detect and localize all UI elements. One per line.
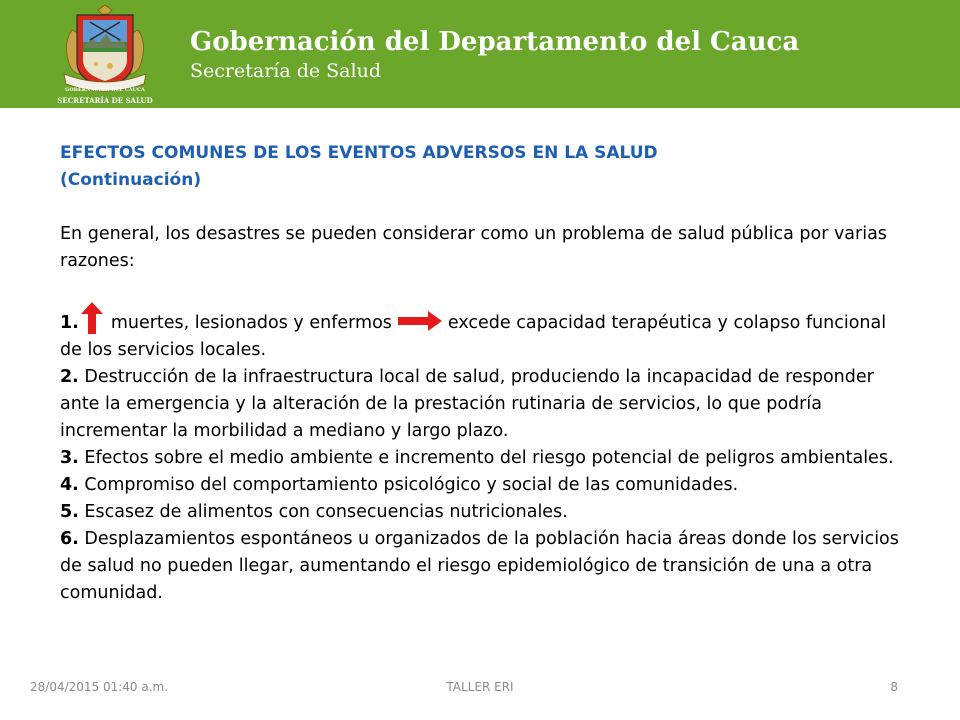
- arrow-right-icon: [398, 311, 442, 331]
- logo-caption-small: GOBERNACIÓN DEL CAUCA: [65, 87, 145, 93]
- list-item-number: 2.: [60, 367, 79, 387]
- list-item-text: Compromiso del comportamiento psicológico y social de las comunidades.: [84, 475, 739, 495]
- footer-title: TALLER ERI: [446, 680, 514, 694]
- points-list: [60, 302, 900, 607]
- list-item-number: 5.: [60, 502, 79, 522]
- list-item: [60, 445, 900, 472]
- list-item-number: 1.: [60, 313, 79, 333]
- list-item: [60, 302, 900, 364]
- list-item-text: excede capacidad terapéutica y colapso funcional de los servicios locales.: [60, 313, 887, 360]
- list-item-text: Destrucción de la infraestructura local de salud, produciendo la incapacidad de responder ante la emergencia y la alteración de la prestación rutinaria de servicios, lo que podría incrementar la morbilidad a mediano y largo plazo.: [60, 367, 874, 441]
- header-bar: [0, 0, 960, 108]
- list-item: [60, 364, 900, 445]
- list-item-number: 3.: [60, 448, 79, 468]
- footer-date: 28/04/2015 01:40 a.m.: [30, 680, 169, 694]
- list-item: [60, 472, 900, 499]
- list-item-text: Efectos sobre el medio ambiente e incremento del riesgo potencial de peligros ambientales.: [84, 448, 894, 468]
- list-item-text: Escasez de alimentos con consecuencias nutricionales.: [84, 502, 568, 522]
- slide-heading-line1: EFECTOS COMUNES DE LOS EVENTOS ADVERSOS EN LA SALUD: [60, 143, 658, 163]
- list-item-number: 6.: [60, 529, 79, 549]
- arrow-up-icon: [81, 302, 103, 334]
- list-item: [60, 526, 900, 607]
- slide-heading-line2: (Continuación): [60, 170, 202, 190]
- slide-content: [60, 140, 900, 607]
- list-item-text: muertes, lesionados y enfermos: [110, 313, 392, 333]
- header-subtitle: Secretaría de Salud: [190, 60, 381, 82]
- list-item-number: 4.: [60, 475, 79, 495]
- slide-heading: [60, 140, 900, 194]
- footer-page-number: 8: [890, 680, 898, 694]
- logo-caption-large: SECRETARÍA DE SALUD: [57, 96, 153, 105]
- list-item-text: Desplazamientos espontáneos u organizados de la población hacia áreas donde los servicios de salud no pueden llegar, aumentando el riesgo epidemiológico de transición de una a otra comunidad.: [60, 529, 899, 603]
- intro-paragraph: En general, los desastres se pueden considerar como un problema de salud pública por varias razones:: [60, 224, 887, 271]
- list-item: [60, 499, 900, 526]
- header-title: Gobernación del Departamento del Cauca: [190, 27, 800, 57]
